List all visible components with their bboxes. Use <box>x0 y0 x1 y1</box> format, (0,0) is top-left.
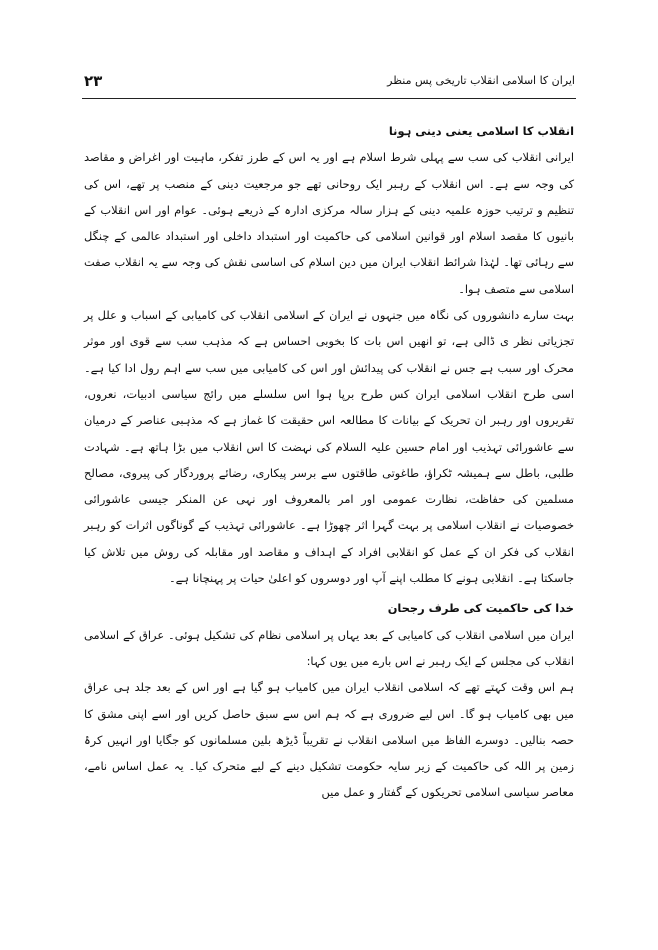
page-body <box>84 118 574 806</box>
section-heading: خدا کی حاکمیت کی طرف رجحان <box>387 601 574 616</box>
paragraph: بہت سارے دانشوروں کی نگاہ میں جنہوں نے ایران کے اسلامی انقلاب کی کامیابی کے اسباب و علل پر تجزیاتی نظر ی ڈالی ہے، تو انھیں اس بات کا بخوبی احساس ہے کہ مذہب سب سے قوی اور موثر محرک اور سبب ہے جس نے انقلاب کی پیدائش اور اس کی کامیابی میں سب سے اہم رول ادا کیا ہے۔ اسی طرح انقلاب اسلامی ایران کس طرح برپا ہوا اس سلسلے میں رائج سیاسی ادبیات، نعروں، تقریروں اور رہبر ان تحریک کے بیانات کا مطالعہ اس حقیقت کا غماز ہے کہ مذہبی عناصر کے درمیان سے عاشورائی تہذیب اور امام حسین علیہ السلام کی نہضت کا اس انقلاب میں بڑا ہاتھ ہے۔ شہادت طلبی، باطل سے ہمیشہ ٹکراؤ، طاغوتی طاقتوں سے برسر پیکاری، رضائے پروردگار کی پیروی، مصالح مسلمین کی حفاظت، نظارت عمومی اور امر بالمعروف اور نہی عن المنکر جیسی عاشورائی خصوصیات نے انقلاب اسلامی پر بہت گہرا اثر چھوڑا ہے۔ عاشورائی تہذیب کے گوناگوں اثرات کو رہبر انقلاب کی فکر ان کے عمل کو انقلابی افراد کے اہداف و مقاصد اور مقابلہ کی روش میں تلاش کیا جاسکتا ہے۔ انقلابی ہونے کا مطلب اپنے آپ اور دوسروں کو اعلیٰ حیات پر پہنچانا ہے۔ <box>84 308 574 586</box>
running-header-title: ایران کا اسلامی انقلاب تاریخی پس منظر <box>387 74 575 87</box>
section-heading: انقلاب کا اسلامی یعنی دینی ہونا <box>388 124 574 138</box>
page-number: ۲۳ <box>84 72 103 90</box>
paragraph: ایرانی انقلاب کی سب سے پہلی شرط اسلام ہے اور یہ اس کے طرز تفکر، ماہیت اور اغراض و مقاصد کی وجہ سے ہے۔ اس انقلاب کے رہبر ایک روحانی تھے جو مرجعیت دینی کے منصب پر تھے، اس کی تنظیم و ترتیب حوزہ علمیہ دینی کے ہزار سالہ مرکزی ادارہ کے ذریعے ہوئی۔ عوام اور اس انقلاب کے بانیوں کا مقصد اسلام اور قوانین اسلامی کی حاکمیت اور استبداد داخلی اور استبداد عالمی کے چنگل سے رہائی تھا۔ لہٰذا شرائط انقلاب ایران میں دین اسلام کی اساسی نقش کی وجہ سے یہ انقلاب صفت اسلامی سے متصف ہوا۔ <box>84 150 574 296</box>
paragraph: ہم اس وقت کہتے تھے کہ اسلامی انقلاب ایران میں کامیاب ہو گیا ہے اور اس کے بعد جلد ہی عراق میں بھی کامیاب ہو گا۔ اس لیے ضروری ہے کہ ہم اس سے سبق حاصل کریں اور اسے اپنی مشق کا حصہ بنالیں۔ دوسرے الفاظ میں اسلامی انقلاب نے تقریباً ڈیڑھ بلین مسلمانوں کو جگایا اور انہیں کرۂ زمین پر اللہ کی حاکمیت کے زیر سایہ حکومت تشکیل دینے کے لیے متحرک کیا۔ یہ عمل اساس نامے، معاصر سیاسی اسلامی تحریکوں کے گفتار و عمل میں <box>84 680 574 800</box>
paragraph: ایران میں اسلامی انقلاب کی کامیابی کے بعد یہاں پر اسلامی نظام کی تشکیل ہوئی۔ عراق کے اسلامی انقلاب کی مجلس کے ایک رہبر نے اس بارے میں یوں کہا: <box>84 627 574 668</box>
header-divider <box>82 98 576 99</box>
